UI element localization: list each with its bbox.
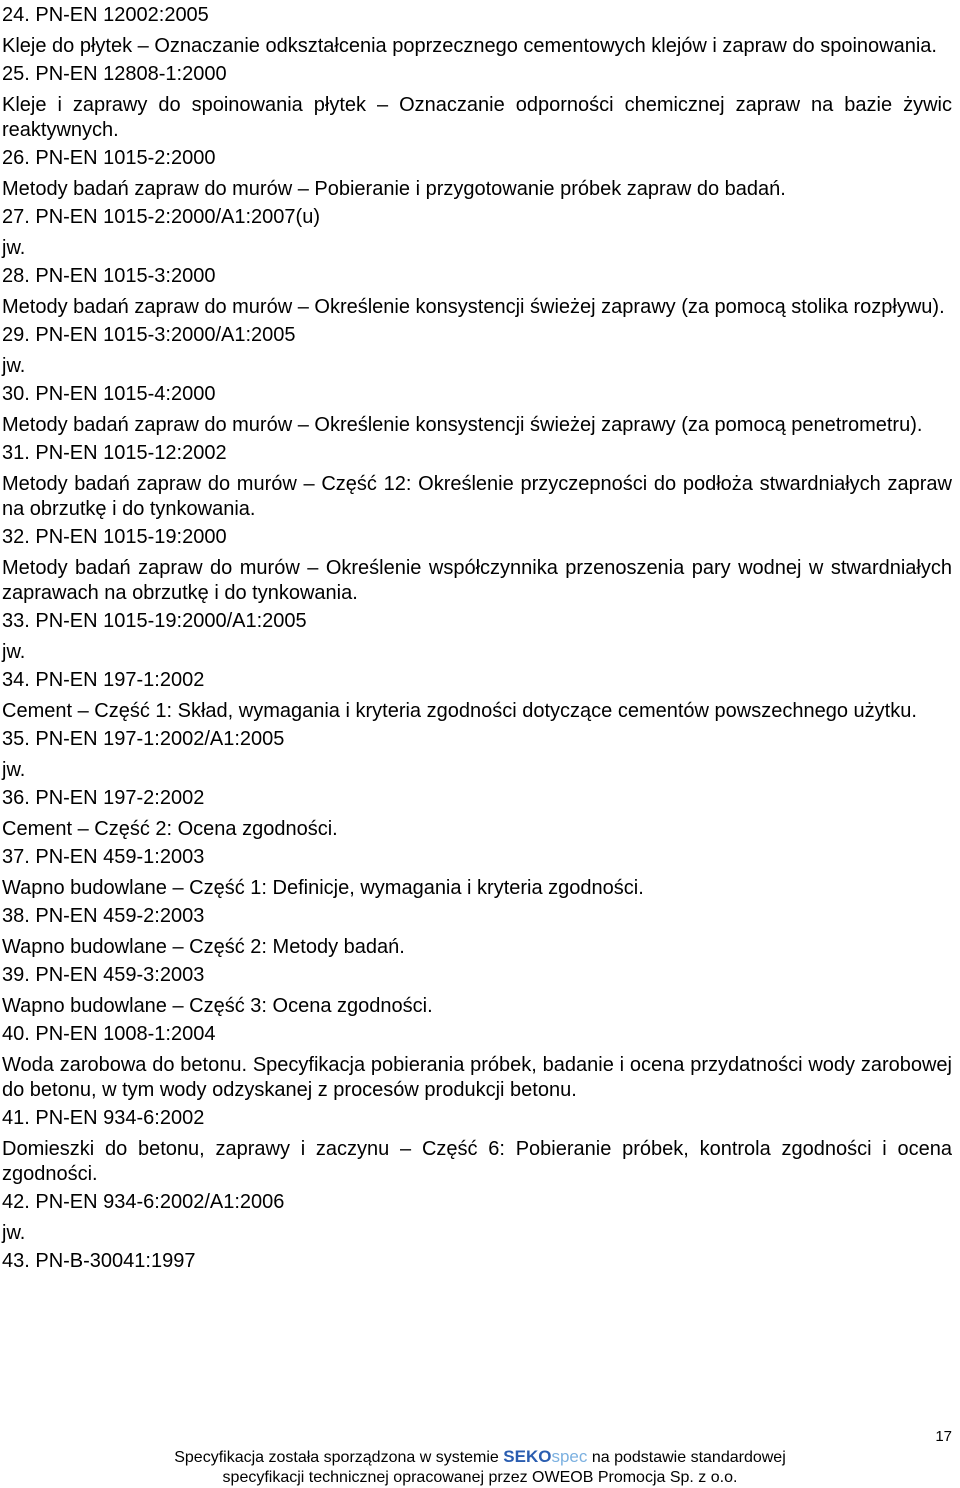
- logo-part-1: SEKO: [503, 1447, 552, 1466]
- standard-title: Wapno budowlane – Część 2: Metody badań.: [2, 936, 405, 958]
- standard-number: 32. PN-EN 1015-19:2000: [2, 526, 227, 548]
- standard-number: 38. PN-EN 459-2:2003: [2, 905, 205, 927]
- standard-title: Kleje i zaprawy do spoinowania płytek – Oznaczanie odporności chemicznej zapraw na bazie żywic reaktywnych.: [2, 94, 952, 141]
- standard-title: jw.: [2, 237, 26, 259]
- standard-title: Woda zarobowa do betonu. Specyfikacja pobierania próbek, badanie i ocena przydatności wody zarobowej do betonu, w tym wody odzyskanej z procesów produkcji betonu.: [2, 1054, 952, 1101]
- standard-number: 40. PN-EN 1008-1:2004: [2, 1023, 216, 1045]
- standard-number: 25. PN-EN 12808-1:2000: [2, 63, 227, 85]
- footer-text-after: na podstawie standardowej: [591, 1449, 786, 1466]
- standard-title: Metody badań zapraw do murów – Określenie konsystencji świeżej zaprawy (za pomocą penetrometru).: [2, 414, 923, 436]
- standard-number: 33. PN-EN 1015-19:2000/A1:2005: [2, 610, 307, 632]
- standard-title: jw.: [2, 1222, 26, 1244]
- standard-title: Metody badań zapraw do murów – Pobieranie i przygotowanie próbek zapraw do badań.: [2, 178, 786, 200]
- standard-number: 35. PN-EN 197-1:2002/A1:2005: [2, 728, 285, 750]
- standard-title: Kleje do płytek – Oznaczanie odkształcenia poprzecznego cementowych klejów i zapraw do spoinowania.: [2, 35, 937, 57]
- standard-number: 26. PN-EN 1015-2:2000: [2, 147, 216, 169]
- standard-number: 27. PN-EN 1015-2:2000/A1:2007(u): [2, 206, 320, 228]
- standard-title: Metody badań zapraw do murów – Określenie konsystencji świeżej zaprawy (za pomocą stolika rozpływu).: [2, 296, 945, 318]
- standard-title: jw.: [2, 759, 26, 781]
- footer-line-2: specyfikacji technicznej opracowanej przez OWEOB Promocja Sp. z o.o.: [222, 1469, 738, 1486]
- standard-number: 42. PN-EN 934-6:2002/A1:2006: [2, 1191, 285, 1213]
- standard-number: 41. PN-EN 934-6:2002: [2, 1107, 205, 1129]
- standard-title: Metody badań zapraw do murów – Określenie współczynnika przenoszenia pary wodnej w stwardniałych zaprawach na obrzutkę i do tynkowania.: [2, 557, 952, 604]
- footer-text-before: Specyfikacja została sporządzona w systemie: [174, 1449, 499, 1466]
- page-footer: [0, 1447, 960, 1488]
- standard-number: 28. PN-EN 1015-3:2000: [2, 265, 216, 287]
- standard-number: 31. PN-EN 1015-12:2002: [2, 442, 227, 464]
- standard-title: jw.: [2, 641, 26, 663]
- standard-number: 30. PN-EN 1015-4:2000: [2, 383, 216, 405]
- standard-title: Cement – Część 1: Skład, wymagania i kryteria zgodności dotyczące cementów powszechnego użytku.: [2, 700, 917, 722]
- standard-title: jw.: [2, 355, 26, 377]
- sekospec-logo: [503, 1447, 587, 1466]
- standard-title: Wapno budowlane – Część 1: Definicje, wymagania i kryteria zgodności.: [2, 877, 644, 899]
- standard-title: Metody badań zapraw do murów – Część 12: Określenie przyczepności do podłoża stwardniałych zapraw na obrzutkę i do tynkowania.: [2, 473, 952, 520]
- standard-title: Wapno budowlane – Część 3: Ocena zgodności.: [2, 995, 433, 1017]
- standard-number: 43. PN-B-30041:1997: [2, 1250, 196, 1272]
- standard-title: Cement – Część 2: Ocena zgodności.: [2, 818, 338, 840]
- standard-number: 34. PN-EN 197-1:2002: [2, 669, 205, 691]
- standard-number: 37. PN-EN 459-1:2003: [2, 846, 205, 868]
- standard-number: 24. PN-EN 12002:2005: [2, 4, 209, 26]
- footer-line-1: [0, 1447, 960, 1468]
- logo-part-2: spec: [551, 1447, 588, 1466]
- page-number: 17: [935, 1428, 952, 1445]
- standard-number: 39. PN-EN 459-3:2003: [2, 964, 205, 986]
- document-body: [2, 0, 952, 1280]
- standard-number: 36. PN-EN 197-2:2002: [2, 787, 205, 809]
- standard-number: 29. PN-EN 1015-3:2000/A1:2005: [2, 324, 296, 346]
- standard-title: Domieszki do betonu, zaprawy i zaczynu – Część 6: Pobieranie próbek, kontrola zgodności i ocena zgodności.: [2, 1138, 952, 1185]
